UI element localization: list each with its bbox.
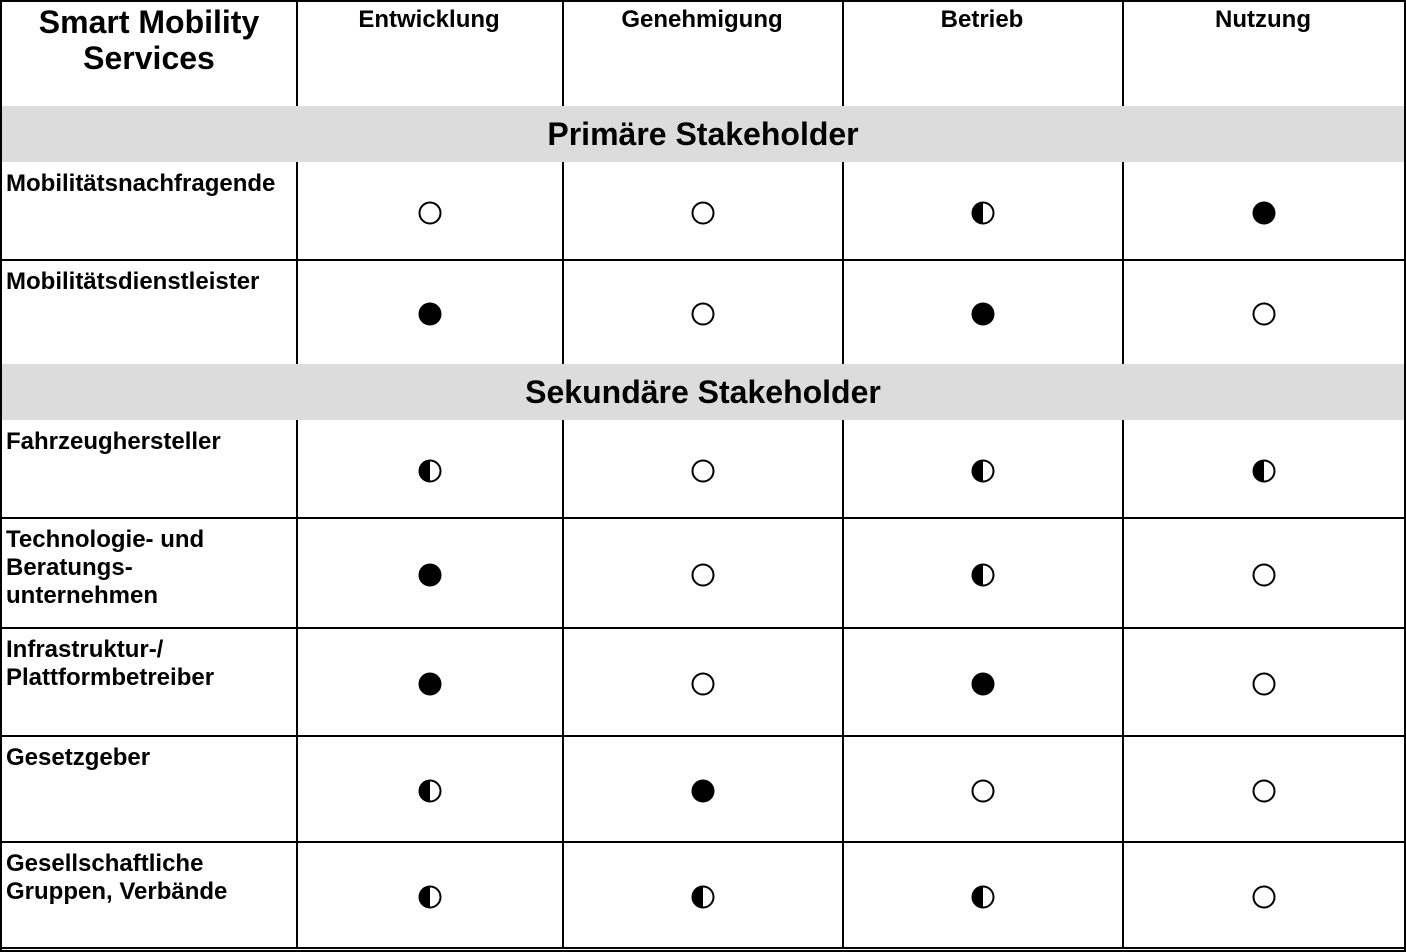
column-divider (296, 260, 298, 364)
column-divider (296, 420, 298, 518)
rating-empty-icon (1252, 672, 1276, 696)
column-divider (842, 842, 844, 948)
row-label: Mobilitätsnachfragende (6, 170, 276, 197)
matrix-title: Smart Mobility Services (38, 4, 260, 76)
row-divider (0, 947, 1406, 949)
rating-full-icon (691, 779, 715, 803)
rating-half-icon (418, 459, 442, 483)
rating-empty-icon (1252, 563, 1276, 587)
rating-full-icon (971, 672, 995, 696)
column-divider (562, 420, 564, 518)
row-label: Infrastruktur-/ Plattformbetreiber (6, 636, 215, 691)
column-divider (1122, 736, 1124, 842)
section-title: Sekundäre Stakeholder (525, 373, 881, 410)
column-divider (1122, 842, 1124, 948)
rating-empty-icon (1252, 779, 1276, 803)
table-border-top (0, 0, 1406, 2)
column-divider (842, 260, 844, 364)
section-title: Primäre Stakeholder (547, 115, 859, 152)
rating-full-icon (418, 672, 442, 696)
rating-full-icon (1252, 201, 1276, 225)
column-divider (842, 736, 844, 842)
column-divider (842, 420, 844, 518)
column-divider (296, 162, 298, 260)
column-header-entwicklung: Entwicklung (358, 6, 500, 33)
rating-empty-icon (1252, 302, 1276, 326)
column-divider (562, 736, 564, 842)
column-divider (842, 162, 844, 260)
column-divider (1122, 628, 1124, 736)
column-divider (842, 628, 844, 736)
rating-half-icon (1252, 459, 1276, 483)
rating-empty-icon (971, 779, 995, 803)
rating-half-icon (971, 885, 995, 909)
row-label: Mobilitätsdienstleister (6, 268, 260, 295)
rating-empty-icon (1252, 885, 1276, 909)
row-divider (0, 841, 1406, 843)
row-divider (0, 259, 1406, 261)
rating-empty-icon (691, 563, 715, 587)
rating-half-icon (971, 563, 995, 587)
section-band (2, 364, 1404, 420)
column-divider (842, 518, 844, 628)
column-divider (1122, 420, 1124, 518)
column-divider (562, 518, 564, 628)
rating-empty-icon (691, 459, 715, 483)
column-divider (1122, 260, 1124, 364)
column-divider (562, 162, 564, 260)
rating-half-icon (971, 201, 995, 225)
row-label: Technologie- und Beratungs- unternehmen (6, 526, 205, 609)
column-divider (296, 628, 298, 736)
column-header-nutzung: Nutzung (1215, 6, 1311, 33)
rating-full-icon (418, 563, 442, 587)
column-divider (296, 736, 298, 842)
rating-half-icon (418, 885, 442, 909)
column-divider (562, 842, 564, 948)
column-divider (296, 518, 298, 628)
column-header-betrieb: Betrieb (940, 6, 1024, 33)
column-divider (1122, 162, 1124, 260)
rating-half-icon (691, 885, 715, 909)
column-header-genehmigung: Genehmigung (621, 6, 783, 33)
column-divider (562, 628, 564, 736)
column-divider (1122, 518, 1124, 628)
row-divider (0, 735, 1406, 737)
column-divider (562, 260, 564, 364)
rating-full-icon (971, 302, 995, 326)
rating-empty-icon (418, 201, 442, 225)
rating-empty-icon (691, 672, 715, 696)
rating-empty-icon (691, 201, 715, 225)
row-divider (0, 627, 1406, 629)
row-label: Fahrzeughersteller (6, 428, 221, 455)
row-label: Gesetzgeber (6, 744, 151, 771)
column-divider (296, 842, 298, 948)
rating-full-icon (418, 302, 442, 326)
rating-empty-icon (691, 302, 715, 326)
rating-half-icon (971, 459, 995, 483)
row-divider (0, 517, 1406, 519)
row-label: Gesellschaftliche Gruppen, Verbände (6, 850, 228, 905)
section-band (2, 106, 1404, 162)
rating-half-icon (418, 779, 442, 803)
